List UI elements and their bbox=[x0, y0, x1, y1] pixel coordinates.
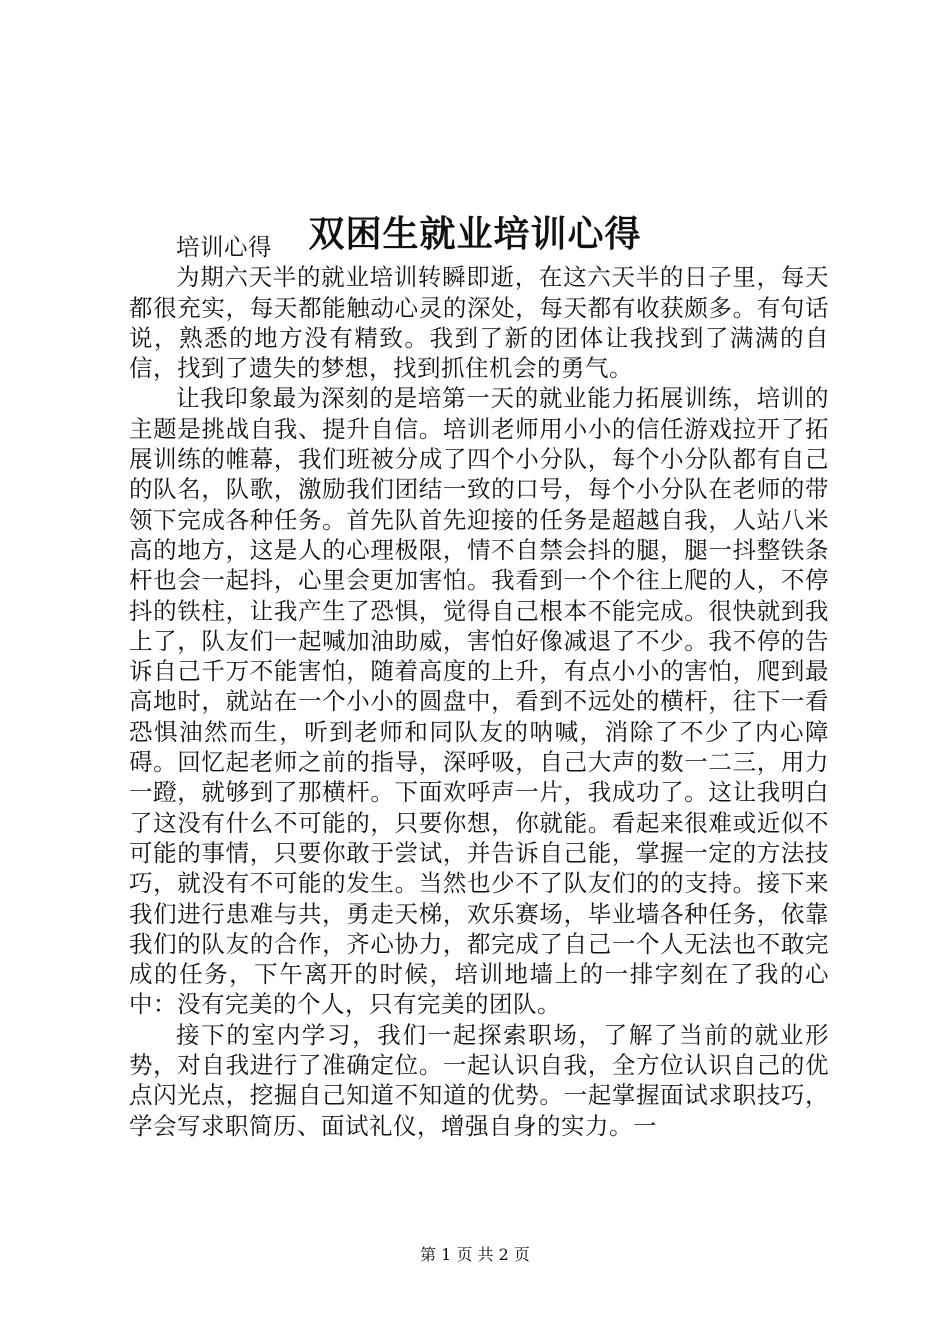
page-footer: 第 1 页 共 2 页 bbox=[420, 1245, 530, 1264]
paragraph-intro: 为期六天半的就业培训转瞬即逝，在这六天半的日子里，每天都很充实，每天都能触动心灵的深处，每天都有收获颇多。有句话说，熟悉的地方没有精致。我到了新的团体让我找到了满满的自信，找到了遗失的梦想，找到抓住机会的勇气。 bbox=[129, 263, 829, 383]
paragraph-indoor-study: 接下的室内学习，我们一起探索职场，了解了当前的就业形势，对自我进行了准确定位。一起认识自我，全方位认识自己的优点闪光点，挖掘自己知道不知道的优势。一起掌握面试求职技巧，学会写求职简历、面试礼仪，增强自身的实力。一 bbox=[129, 1020, 829, 1140]
document-title: 双困生就业培训心得 bbox=[308, 213, 642, 256]
paragraph-subtitle: 培训心得 bbox=[176, 233, 272, 261]
document-body bbox=[129, 232, 829, 1141]
paragraph-expansion-training: 让我印象最为深刻的是培第一天的就业能力拓展训练，培训的主题是挑战自我、提升自信。培训老师用小小的信任游戏拉开了拓展训练的帷幕，我们班被分成了四个小分队，每个小分队都有自己的队名，队歌，激励我们团结一致的口号，每个小分队在老师的带领下完成各种任务。首先队首先迎接的任务是超越自我，人站八米高的地方，这是人的心理极限，情不自禁会抖的腿，腿一抖整铁条杆也会一起抖，心里会更加害怕。我看到一个个往上爬的人，不停抖的铁柱，让我产生了恐惧，觉得自己根本不能完成。很快就到我上了，队友们一起喊加油助威，害怕好像减退了不少。我不停的告诉自己千万不能害怕，随着高度的上升，有点小小的害怕，爬到最高地时，就站在一个小小的圆盘中，看到不远处的横杆，往下一看恐惧油然而生，听到老师和同队友的呐喊，消除了不少了内心障碍。回忆起老师之前的指导，深呼吸，自己大声的数一二三，用力一蹬，就够到了那横杆。下面欢呼声一片，我成功了。这让我明白了这没有什么不可能的，只要你想，你就能。看起来很难或近似不可能的事情，只要你敢于尝试，并告诉自己能，掌握一定的方法技巧，就没有不可能的发生。当然也少不了队友们的的支持。接下来我们进行患难与共，勇走天梯，欢乐赛场，毕业墙各种任务，依靠我们的队友的合作，齐心协力，都完成了自己一个人无法也不敢完成的任务，下午离开的时候，培训地墙上的一排字刻在了我的心中：没有完美的个人，只有完美的团队。 bbox=[129, 384, 829, 1019]
